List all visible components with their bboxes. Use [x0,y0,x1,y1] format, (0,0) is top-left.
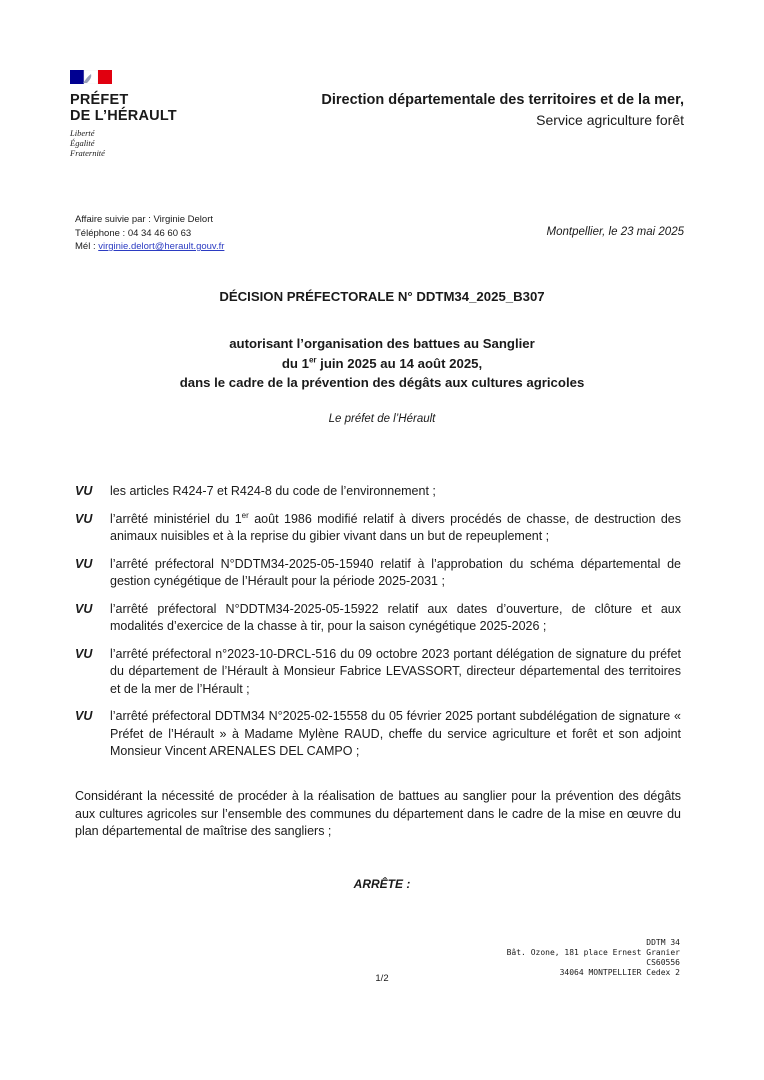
vu-item [75,483,681,501]
decision-title: DÉCISION PRÉFECTORALE N° DDTM34_2025_B307 [219,289,545,304]
address-line: DDTM 34 [646,938,680,947]
prefet-line1: PRÉFET [70,92,129,108]
motto-liberte: Liberté [70,128,95,138]
motto-fraternite: Fraternité [70,148,105,158]
affaire-suivie: Affaire suivie par : Virginie Delort [75,214,213,225]
prefet-line2: DE L’HÉRAULT [70,108,177,124]
vu-text-start: l’arrêté ministériel du 1 [110,511,242,526]
vu-keyword: VU [75,511,93,526]
prefet-heading: Le préfet de l’Hérault [328,413,436,425]
date-location: Montpellier, le 23 mai 2025 [546,226,684,238]
vu-text: l’arrêté préfectoral n°2023-10-DRCL-516 du 09 octobre 2023 portant délégation de signature du préfet du département de l’Hérault à Monsieur Fabrice LEVASSORT, directeur départemental des territoires et de la mer de l’Hérault ; [110,646,681,696]
motto-egalite: Égalité [70,138,95,148]
vu-text: les articles R424-7 et R424-8 du code de l’environnement ; [110,484,436,498]
vu-keyword: VU [75,646,93,661]
service-name: Service agriculture forêt [536,112,684,128]
contact-block [75,213,224,254]
vu-text: l’arrêté préfectoral DDTM34 N°2025-02-15558 du 05 février 2025 portant subdélégation de signature « Préfet de l’Hérault » à Madame Mylène RAUD, cheffe du service agriculture et forêt et son adjoint Monsieur Vincent ARENALES DEL CAMPO ; [110,709,681,758]
subtitle-line2 [0,354,764,374]
subtitle-line2-start: du 1 [281,355,309,371]
subtitle-line3: dans le cadre de la prévention des dégâts aux cultures agricoles [179,375,585,390]
direction-name: Direction départementale des territoires et de la mer, [321,92,684,108]
vu-text: l’arrêté préfectoral N°DDTM34-2025-05-15940 relatif à l’approbation du schéma départemental de gestion cynégétique de l’Hérault pour la période 2025-2031 ; [110,556,681,588]
vu-item [75,601,681,636]
address-line: Bât. Ozone, 181 place Ernest Granier [506,948,680,957]
vu-keyword: VU [75,484,93,498]
vu-item [75,511,681,546]
subtitle-line2-end: juin 2025 au 14 août 2025, [316,355,483,371]
address-line: CS60556 [646,958,680,967]
vu-item [75,646,681,699]
footer-address [507,938,680,978]
subtitle-line1: autorisant l’organisation des battues au Sanglier [229,336,535,351]
ordinal-sup: er [308,355,317,365]
vu-keyword: VU [75,556,93,571]
email-line [75,240,224,254]
vu-text-end: août 1986 modifié relatif à divers procédés de chasse, de destruction des animaux nuisibles et à la reprise du gibier vivant dans un but de repeuplement ; [110,511,681,543]
prefet-logo-text [70,92,177,124]
page-number: 1/2 [375,973,389,984]
vu-item [75,556,681,591]
considerant-paragraph: Considérant la nécessité de procéder à la réalisation de battues au sanglier pour la prévention des dégâts aux cultures agricoles sur l’ensemble des communes du département dans le cadre de la mise en œuvre du plan départemental de maîtrise des sangliers ; [75,789,681,838]
email-label: Mél : [75,241,99,252]
vu-item [75,708,681,761]
email-link[interactable]: virginie.delort@herault.gouv.fr [98,241,225,252]
ordinal-sup: er [241,510,249,520]
address-line: 34064 MONTPELLIER Cedex 2 [559,968,680,977]
arrete-heading: ARRÊTE : [353,877,411,891]
vu-list [75,483,681,771]
vu-keyword: VU [75,709,93,723]
republic-motto [70,128,105,158]
issuing-department [321,90,684,130]
vu-text: l’arrêté préfectoral N°DDTM34-2025-05-15922 relatif aux dates d’ouverture, de clôture et aux modalités d’exercice de la chasse à tir, pour la saison cynégétique 2025-2026 ; [110,601,681,633]
decision-subtitle [0,334,764,393]
vu-keyword: VU [75,601,93,616]
vu-text [110,511,681,546]
marianne-flag-logo [70,70,112,84]
telephone: Téléphone : 04 34 46 60 63 [75,227,192,239]
